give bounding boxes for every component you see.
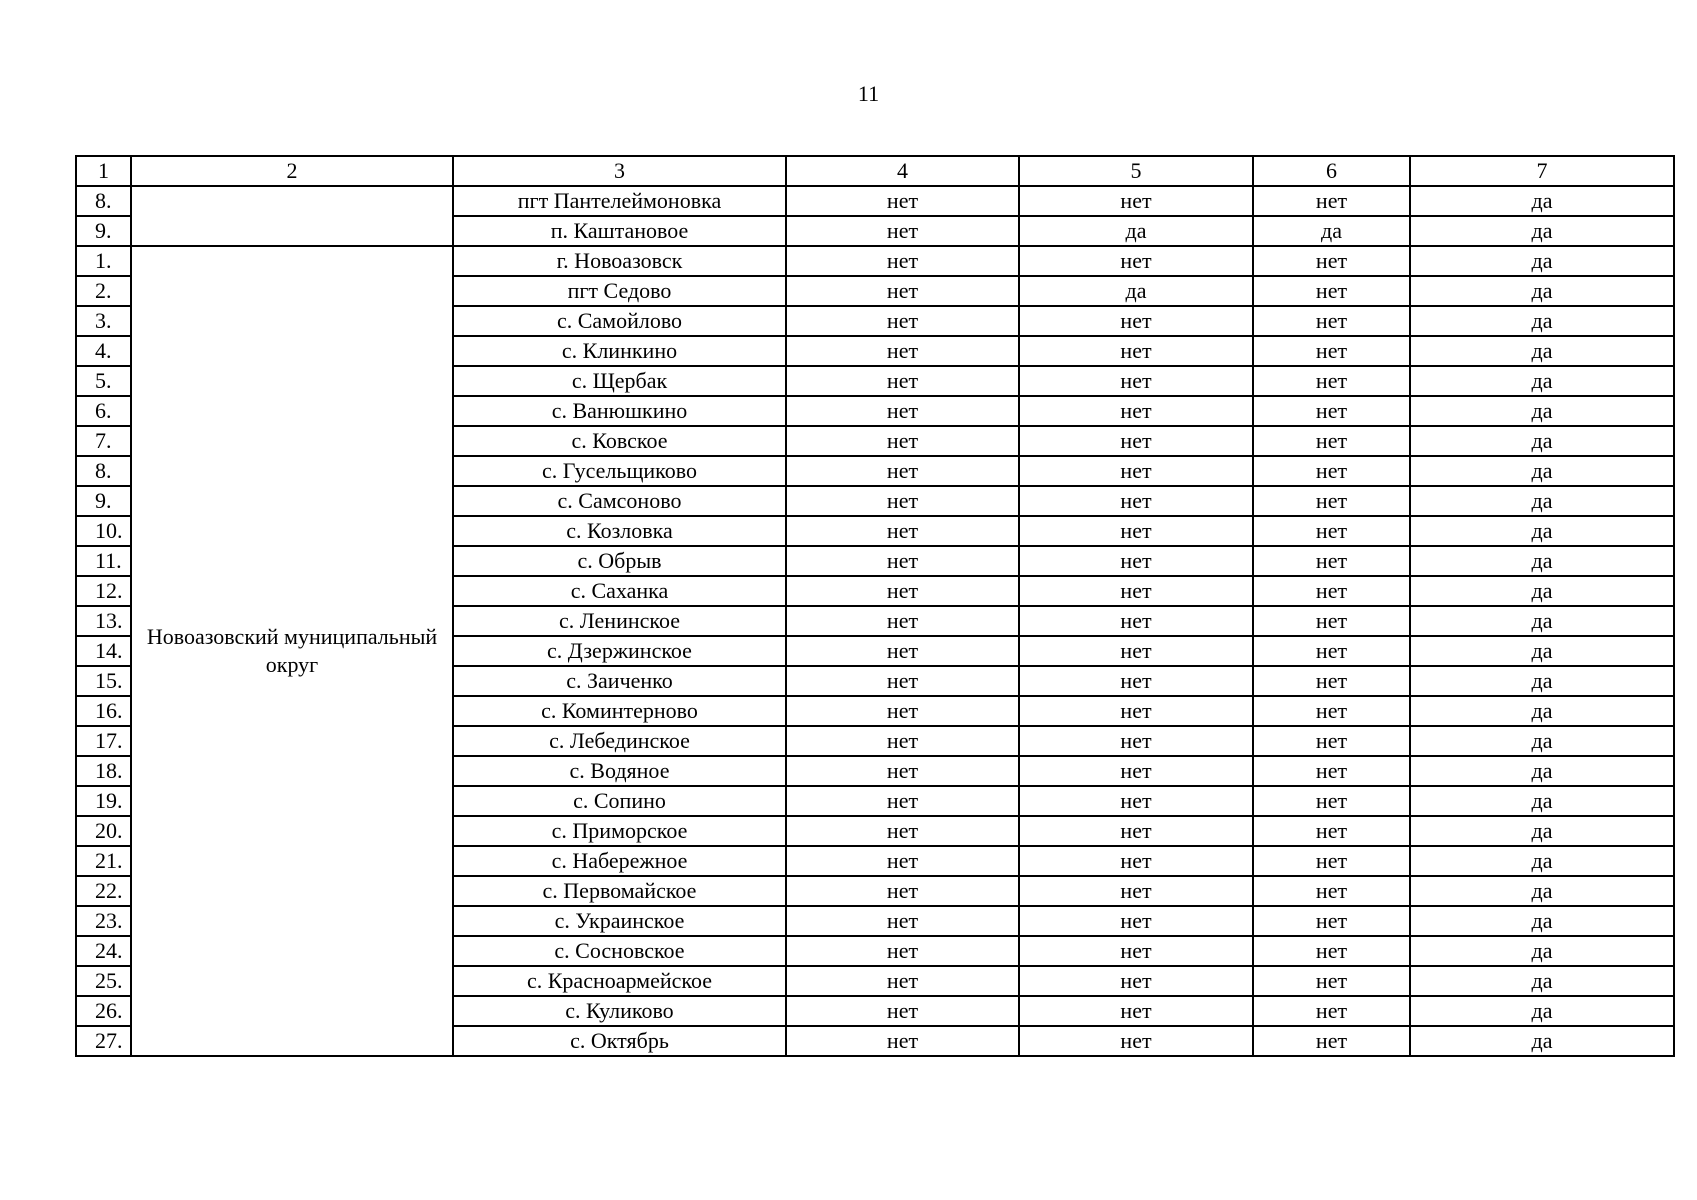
row-number: 26. [76,996,131,1026]
value-cell-col4: нет [786,366,1019,396]
value-cell-col7: да [1410,456,1674,486]
value-cell-col6: нет [1253,336,1410,366]
value-cell-col6: нет [1253,696,1410,726]
value-cell-col6: нет [1253,486,1410,516]
value-cell-col6: нет [1253,996,1410,1026]
value-cell-col4: нет [786,696,1019,726]
row-number: 9. [76,216,131,246]
value-cell-col6: нет [1253,186,1410,216]
settlement-name: с. Ванюшкино [453,396,786,426]
value-cell-col5: нет [1019,306,1253,336]
value-cell-col5: нет [1019,576,1253,606]
row-number: 12. [76,576,131,606]
value-cell-col4: нет [786,426,1019,456]
value-cell-col4: нет [786,756,1019,786]
row-number: 21. [76,846,131,876]
settlement-name: с. Коминтерново [453,696,786,726]
value-cell-col5: нет [1019,396,1253,426]
settlement-name: с. Набережное [453,846,786,876]
value-cell-col4: нет [786,906,1019,936]
row-number: 19. [76,786,131,816]
value-cell-col7: да [1410,306,1674,336]
value-cell-col4: нет [786,966,1019,996]
value-cell-col6: нет [1253,726,1410,756]
header-cell: 6 [1253,156,1410,186]
value-cell-col5: нет [1019,966,1253,996]
value-cell-col5: нет [1019,516,1253,546]
value-cell-col5: нет [1019,1026,1253,1056]
header-cell: 7 [1410,156,1674,186]
value-cell-col6: нет [1253,366,1410,396]
row-number: 7. [76,426,131,456]
table-row [76,186,1674,216]
value-cell-col6: нет [1253,456,1410,486]
row-number: 2. [76,276,131,306]
value-cell-col7: да [1410,1026,1674,1056]
value-cell-col5: нет [1019,606,1253,636]
settlement-name: с. Водяное [453,756,786,786]
settlement-name: с. Лебединское [453,726,786,756]
value-cell-col4: нет [786,666,1019,696]
value-cell-col4: нет [786,246,1019,276]
row-number: 23. [76,906,131,936]
value-cell-col7: да [1410,246,1674,276]
value-cell-col5: нет [1019,186,1253,216]
value-cell-col6: нет [1253,576,1410,606]
value-cell-col5: да [1019,216,1253,246]
settlement-name: с. Ковское [453,426,786,456]
value-cell-col6: нет [1253,1026,1410,1056]
value-cell-col6: нет [1253,666,1410,696]
row-number: 3. [76,306,131,336]
value-cell-col7: да [1410,996,1674,1026]
settlement-name: с. Украинское [453,906,786,936]
value-cell-col4: нет [786,1026,1019,1056]
row-number: 25. [76,966,131,996]
settlement-name: с. Первомайское [453,876,786,906]
value-cell-col7: да [1410,726,1674,756]
value-cell-col5: нет [1019,486,1253,516]
value-cell-col4: нет [786,546,1019,576]
value-cell-col5: нет [1019,876,1253,906]
value-cell-col7: да [1410,906,1674,936]
value-cell-col4: нет [786,606,1019,636]
district-cell: Новоазовский муниципальный округ [131,246,453,1056]
value-cell-col4: нет [786,726,1019,756]
value-cell-col4: нет [786,336,1019,366]
value-cell-col5: нет [1019,336,1253,366]
row-number: 6. [76,396,131,426]
value-cell-col5: нет [1019,786,1253,816]
row-number: 5. [76,366,131,396]
value-cell-col7: да [1410,666,1674,696]
settlement-name: с. Заиченко [453,666,786,696]
settlement-name: с. Гусельщиково [453,456,786,486]
value-cell-col4: нет [786,786,1019,816]
row-number: 22. [76,876,131,906]
header-cell: 3 [453,156,786,186]
settlement-name: г. Новоазовск [453,246,786,276]
table-body [76,156,1674,1056]
value-cell-col7: да [1410,396,1674,426]
value-cell-col6: нет [1253,786,1410,816]
value-cell-col6: нет [1253,516,1410,546]
settlement-name: с. Приморское [453,816,786,846]
row-number: 4. [76,336,131,366]
value-cell-col5: нет [1019,846,1253,876]
value-cell-col4: нет [786,816,1019,846]
settlement-name: с. Сосновское [453,936,786,966]
value-cell-col7: да [1410,546,1674,576]
header-cell: 1 [76,156,131,186]
district-cell [131,186,453,246]
settlement-name: пгт Пантелеймоновка [453,186,786,216]
value-cell-col6: нет [1253,876,1410,906]
value-cell-col6: нет [1253,756,1410,786]
value-cell-col4: нет [786,996,1019,1026]
value-cell-col5: нет [1019,756,1253,786]
row-number: 1. [76,246,131,276]
value-cell-col6: нет [1253,906,1410,936]
settlement-name: пгт Седово [453,276,786,306]
row-number: 14. [76,636,131,666]
settlement-name: п. Каштановое [453,216,786,246]
value-cell-col6: нет [1253,636,1410,666]
value-cell-col6: нет [1253,306,1410,336]
settlement-name: с. Самойлово [453,306,786,336]
value-cell-col4: нет [786,846,1019,876]
row-number: 10. [76,516,131,546]
row-number: 24. [76,936,131,966]
settlement-name: с. Красноармейское [453,966,786,996]
value-cell-col5: нет [1019,546,1253,576]
value-cell-col7: да [1410,696,1674,726]
value-cell-col5: нет [1019,456,1253,486]
value-cell-col4: нет [786,216,1019,246]
settlement-name: с. Щербак [453,366,786,396]
value-cell-col7: да [1410,186,1674,216]
value-cell-col4: нет [786,636,1019,666]
value-cell-col4: нет [786,306,1019,336]
value-cell-col5: нет [1019,906,1253,936]
row-number: 8. [76,456,131,486]
settlement-name: с. Ленинское [453,606,786,636]
value-cell-col6: нет [1253,426,1410,456]
row-number: 18. [76,756,131,786]
value-cell-col6: да [1253,216,1410,246]
value-cell-col4: нет [786,576,1019,606]
value-cell-col7: да [1410,816,1674,846]
value-cell-col5: нет [1019,426,1253,456]
value-cell-col5: нет [1019,936,1253,966]
table-header-row [76,156,1674,186]
page-number: 11 [857,81,880,106]
value-cell-col6: нет [1253,606,1410,636]
value-cell-col6: нет [1253,276,1410,306]
value-cell-col4: нет [786,276,1019,306]
value-cell-col6: нет [1253,966,1410,996]
value-cell-col5: нет [1019,996,1253,1026]
value-cell-col7: да [1410,786,1674,816]
value-cell-col7: да [1410,876,1674,906]
row-number: 13. [76,606,131,636]
value-cell-col5: нет [1019,696,1253,726]
row-number: 20. [76,816,131,846]
settlement-name: с. Обрыв [453,546,786,576]
value-cell-col4: нет [786,936,1019,966]
settlement-name: с. Дзержинское [453,636,786,666]
value-cell-col5: нет [1019,636,1253,666]
value-cell-col6: нет [1253,546,1410,576]
row-number: 8. [76,186,131,216]
value-cell-col5: нет [1019,666,1253,696]
value-cell-col7: да [1410,336,1674,366]
settlement-name: с. Куликово [453,996,786,1026]
value-cell-col7: да [1410,426,1674,456]
value-cell-col7: да [1410,606,1674,636]
value-cell-col7: да [1410,846,1674,876]
value-cell-col4: нет [786,516,1019,546]
value-cell-col4: нет [786,486,1019,516]
settlement-name: с. Козловка [453,516,786,546]
value-cell-col7: да [1410,516,1674,546]
table-row [76,246,1674,276]
settlement-name: с. Самсоново [453,486,786,516]
settlement-name: с. Клинкино [453,336,786,366]
value-cell-col7: да [1410,276,1674,306]
value-cell-col4: нет [786,396,1019,426]
row-number: 17. [76,726,131,756]
row-number: 27. [76,1026,131,1056]
value-cell-col7: да [1410,966,1674,996]
value-cell-col4: нет [786,186,1019,216]
settlements-table [75,155,1675,1057]
value-cell-col7: да [1410,636,1674,666]
value-cell-col6: нет [1253,396,1410,426]
value-cell-col4: нет [786,876,1019,906]
row-number: 9. [76,486,131,516]
settlement-name: с. Сопино [453,786,786,816]
value-cell-col7: да [1410,216,1674,246]
value-cell-col5: нет [1019,246,1253,276]
value-cell-col5: нет [1019,726,1253,756]
value-cell-col5: нет [1019,816,1253,846]
settlement-name: с. Октябрь [453,1026,786,1056]
value-cell-col7: да [1410,486,1674,516]
row-number: 15. [76,666,131,696]
header-cell: 5 [1019,156,1253,186]
value-cell-col7: да [1410,366,1674,396]
value-cell-col6: нет [1253,936,1410,966]
value-cell-col4: нет [786,456,1019,486]
value-cell-col7: да [1410,936,1674,966]
row-number: 11. [76,546,131,576]
settlement-name: с. Саханка [453,576,786,606]
value-cell-col7: да [1410,576,1674,606]
value-cell-col7: да [1410,756,1674,786]
value-cell-col5: нет [1019,366,1253,396]
value-cell-col5: да [1019,276,1253,306]
value-cell-col6: нет [1253,846,1410,876]
value-cell-col6: нет [1253,246,1410,276]
header-cell: 2 [131,156,453,186]
header-cell: 4 [786,156,1019,186]
value-cell-col6: нет [1253,816,1410,846]
row-number: 16. [76,696,131,726]
